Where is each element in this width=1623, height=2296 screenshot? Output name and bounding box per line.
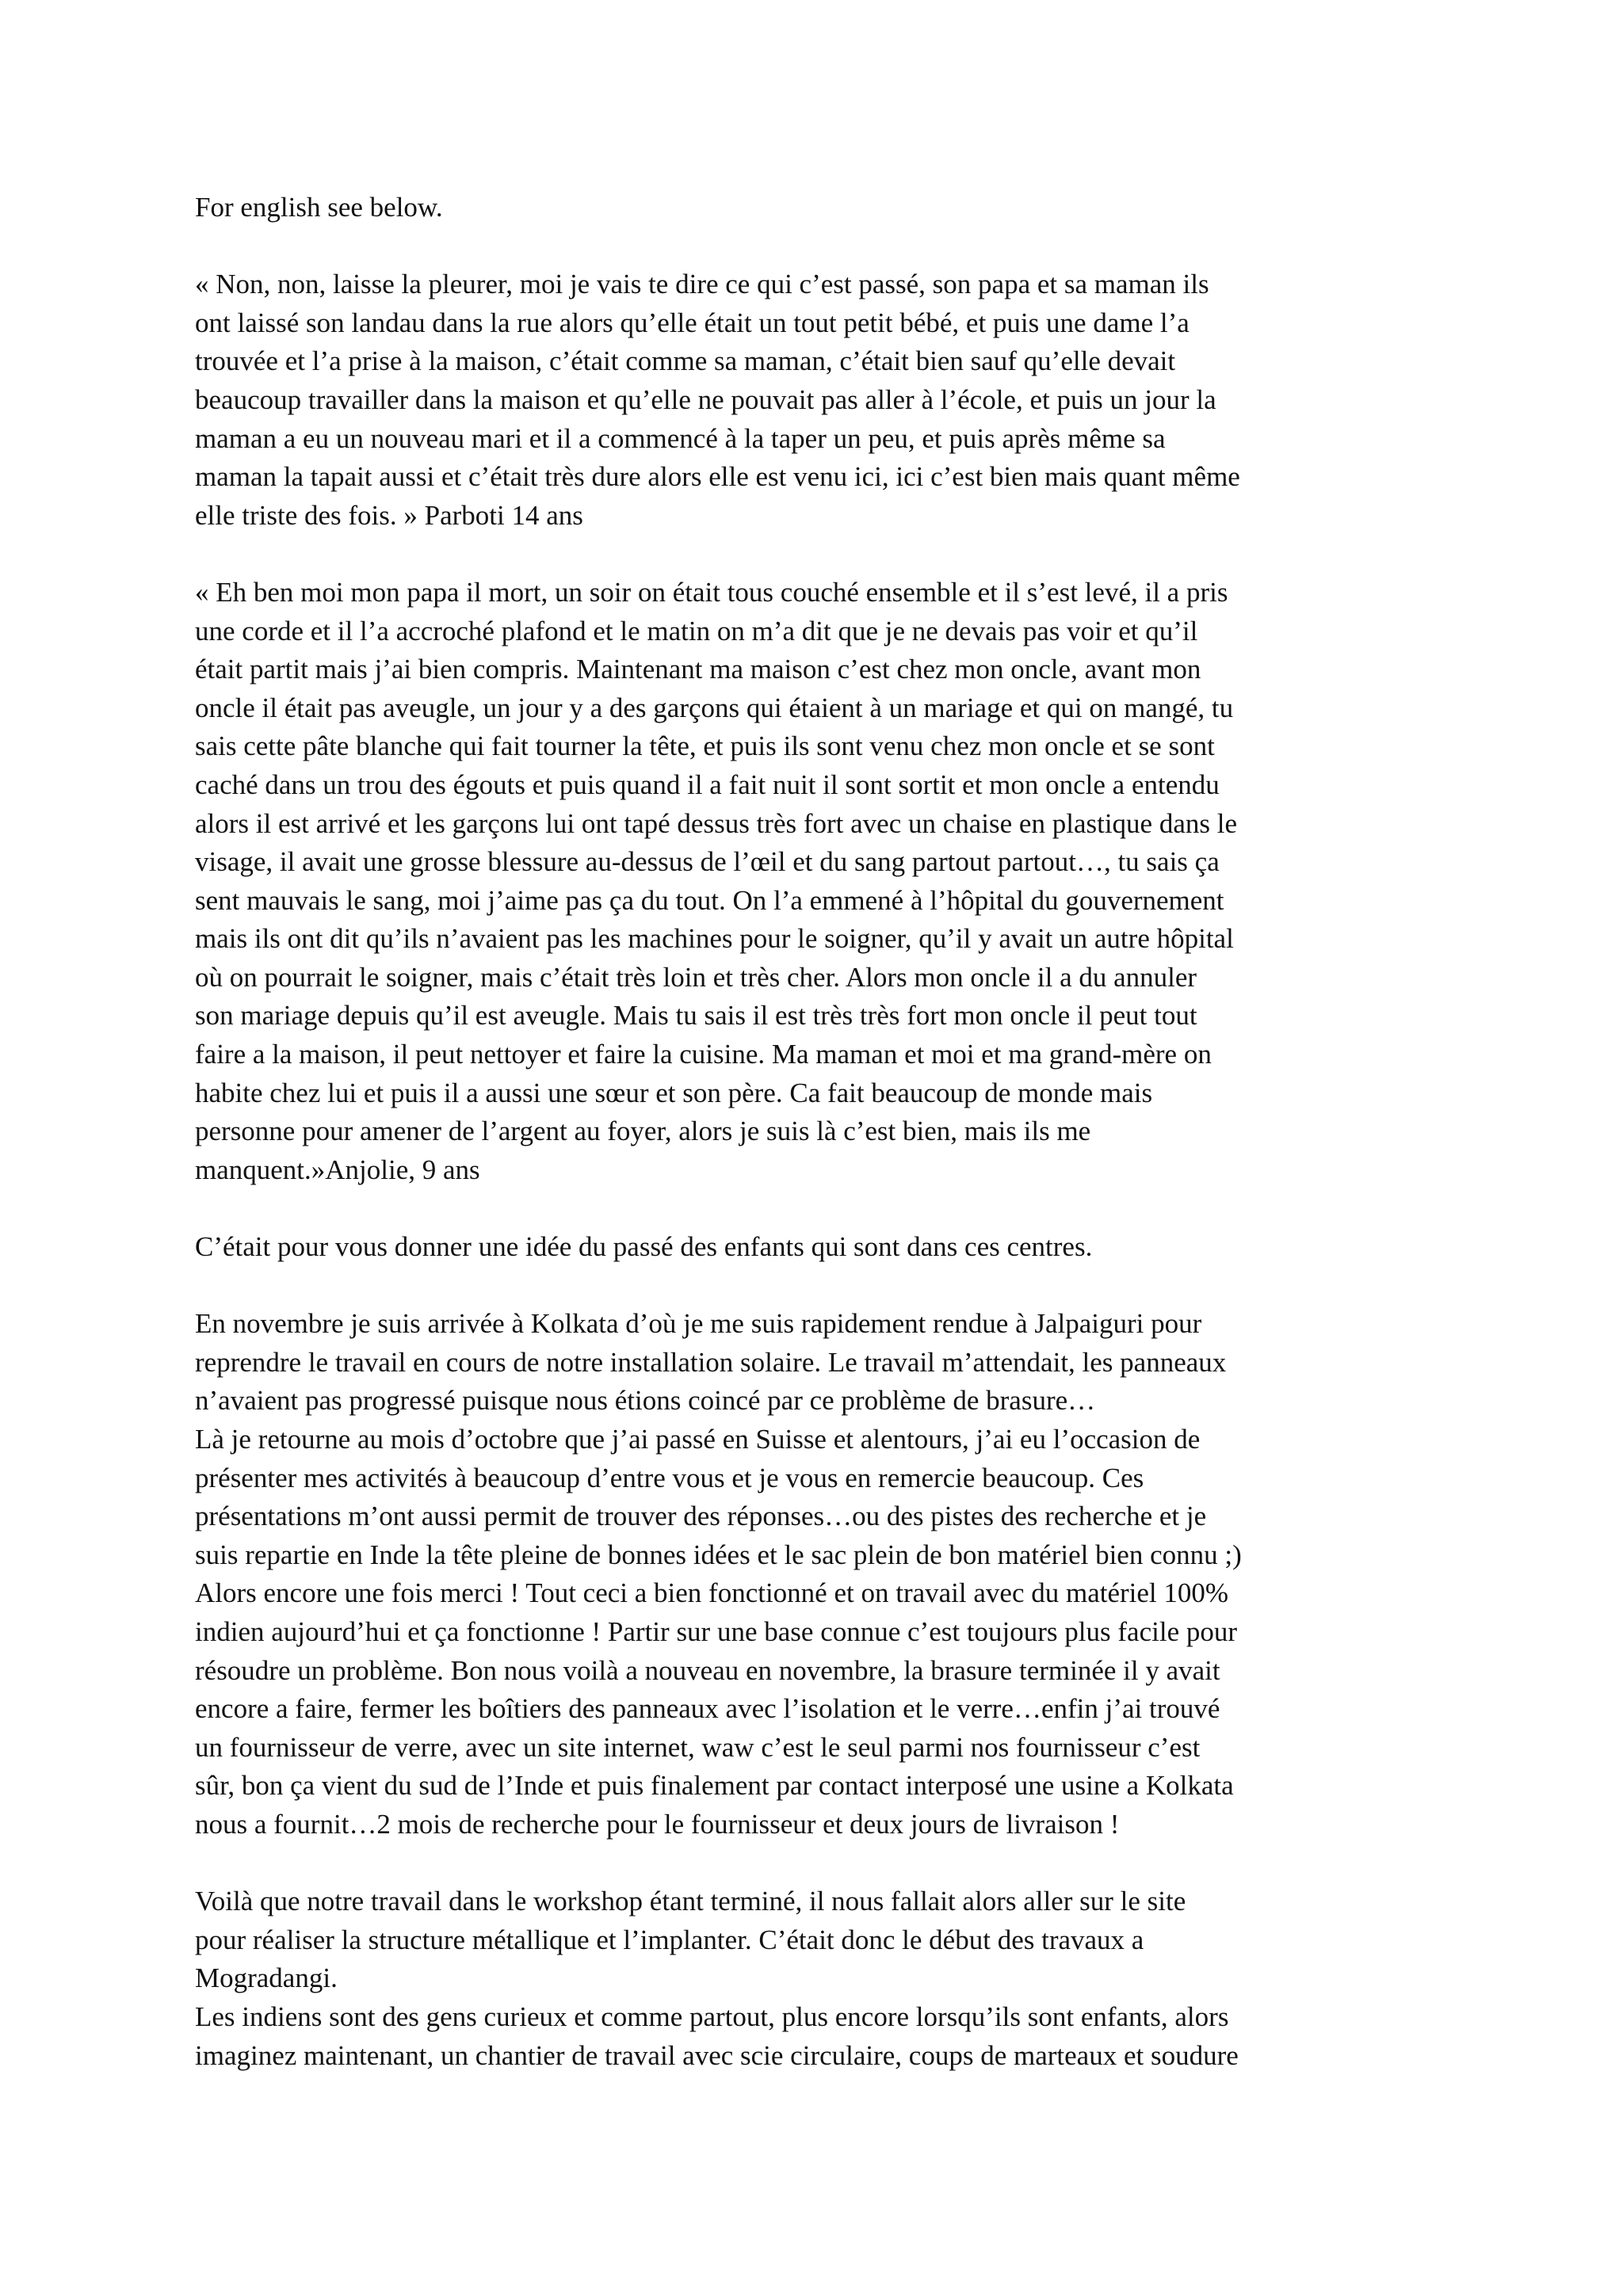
text-line: un fournisseur de verre, avec un site internet, waw c’est le seul parmi nos fournisseur c’est [195, 1731, 1201, 1763]
text-line: mais ils ont dit qu’ils n’avaient pas les machines pour le soigner, qu’il y avait un autre hôpital [195, 923, 1234, 955]
text-line: Voilà que notre travail dans le workshop étant terminé, il nous fallait alors aller sur le site [195, 1886, 1186, 1917]
text-line: En novembre je suis arrivée à Kolkata d’où je me suis rapidement rendue à Jalpaiguri pour [195, 1308, 1202, 1340]
text-line: résoudre un problème. Bon nous voilà a nouveau en novembre, la brasure terminée il y avait [195, 1654, 1220, 1686]
text-line: suis repartie en Inde la tête pleine de bonnes idées et le sac plein de bon matériel bien connu ;) [195, 1539, 1242, 1570]
paragraph-november [195, 1305, 1447, 1844]
paragraph-context [195, 1228, 1447, 1267]
text-line: n’avaient pas progressé puisque nous étions coincé par ce problème de brasure… [195, 1385, 1096, 1417]
text-line: Mogradangi. [195, 1962, 338, 1994]
text-line: manquent.»Anjolie, 9 ans [195, 1154, 480, 1185]
text-line: elle triste des fois. » Parboti 14 ans [195, 499, 583, 531]
text-line: présenter mes activités à beaucoup d’entre vous et je vous en remercie beaucoup. Ces [195, 1462, 1144, 1493]
text-line: For english see below. [195, 192, 443, 223]
text-line: encore a faire, fermer les boîtiers des panneaux avec l’isolation et le verre…enfin j’ai trouvé [195, 1693, 1220, 1725]
text-line: sais cette pâte blanche qui fait tourner la tête, et puis ils sont venu chez mon oncle et se sont [195, 730, 1215, 762]
text-line: oncle il était pas aveugle, un jour y a des garçons qui étaient à un mariage et qui on mangé, tu [195, 692, 1234, 723]
text-line: caché dans un trou des égouts et puis quand il a fait nuit il sont sortit et mon oncle a entendu [195, 769, 1220, 800]
text-line: où on pourrait le soigner, mais c’était très loin et très cher. Alors mon oncle il a du annuler [195, 961, 1197, 993]
text-line: imaginez maintenant, un chantier de travail avec scie circulaire, coups de marteaux et soudure [195, 2039, 1239, 2071]
text-line: maman la tapait aussi et c’était très dure alors elle est venu ici, ici c’est bien mais quant même [195, 461, 1240, 493]
text-line: ont laissé son landau dans la rue alors qu’elle était un tout petit bébé, et puis une dame l’a [195, 307, 1190, 338]
text-line: sûr, bon ça vient du sud de l’Inde et puis finalement par contact interposé une usine a Kolkata [195, 1770, 1234, 1802]
text-line: Alors encore une fois merci ! Tout ceci a bien fonctionné et on travail avec du matériel 100% [195, 1577, 1229, 1609]
document-page [195, 189, 1447, 2075]
paragraph-anjolie [195, 574, 1447, 1190]
text-line: nous a fournit…2 mois de recherche pour le fournisseur et deux jours de livraison ! [195, 1808, 1120, 1840]
text-line: faire a la maison, il peut nettoyer et faire la cuisine. Ma maman et moi et ma grand-mère on [195, 1039, 1212, 1070]
text-line: Là je retourne au mois d’octobre que j’ai passé en Suisse et alentours, j’ai eu l’occasion de [195, 1424, 1201, 1455]
text-line: personne pour amener de l’argent au foyer, alors je suis là c’est bien, mais ils me [195, 1116, 1091, 1147]
text-line: pour réaliser la structure métallique et l’implanter. C’était donc le début des travaux a [195, 1924, 1144, 1955]
intro-line [195, 189, 1447, 227]
text-line: maman a eu un nouveau mari et il a commencé à la taper un peu, et puis après même sa [195, 422, 1166, 454]
text-line: C’était pour vous donner une idée du passé des enfants qui sont dans ces centres. [195, 1231, 1093, 1263]
text-line: présentations m’ont aussi permit de trouver des réponses…ou des pistes des recherche et je [195, 1501, 1207, 1532]
text-line: indien aujourd’hui et ça fonctionne ! Partir sur une base connue c’est toujours plus facile pour [195, 1615, 1238, 1647]
text-line: beaucoup travailler dans la maison et qu’elle ne pouvait pas aller à l’école, et puis un jour la [195, 383, 1216, 415]
text-line: une corde et il l’a accroché plafond et le matin on m’a dit que je ne devais pas voir et qu’il [195, 615, 1198, 646]
paragraph-workshop [195, 1882, 1447, 2075]
text-line: son mariage depuis qu’il est aveugle. Mais tu sais il est très très fort mon oncle il peut tout [195, 1000, 1197, 1032]
text-line: sent mauvais le sang, moi j’aime pas ça du tout. On l’a emmené à l’hôpital du gouvernement [195, 884, 1224, 916]
text-line: « Non, non, laisse la pleurer, moi je vais te dire ce qui c’est passé, son papa et sa maman ils [195, 269, 1209, 300]
text-line: « Eh ben moi mon papa il mort, un soir on était tous couché ensemble et il s’est levé, il a pris [195, 576, 1228, 608]
text-line: trouvée et l’a prise à la maison, c’était comme sa maman, c’était bien sauf qu’elle devait [195, 345, 1176, 377]
text-line: Les indiens sont des gens curieux et comme partout, plus encore lorsqu’ils sont enfants, alors [195, 2000, 1229, 2032]
text-line: reprendre le travail en cours de notre installation solaire. Le travail m’attendait, les panneaux [195, 1346, 1227, 1378]
text-line: visage, il avait une grosse blessure au-dessus de l’œil et du sang partout partout…, tu sais ça [195, 846, 1220, 878]
text-line: était partit mais j’ai bien compris. Maintenant ma maison c’est chez mon oncle, avant mon [195, 654, 1201, 685]
text-line: alors il est arrivé et les garçons lui ont tapé dessus très fort avec un chaise en plastique dans le [195, 807, 1237, 839]
text-line: habite chez lui et puis il a aussi une sœur et son père. Ca fait beaucoup de monde mais [195, 1077, 1153, 1108]
paragraph-parboti [195, 265, 1447, 535]
